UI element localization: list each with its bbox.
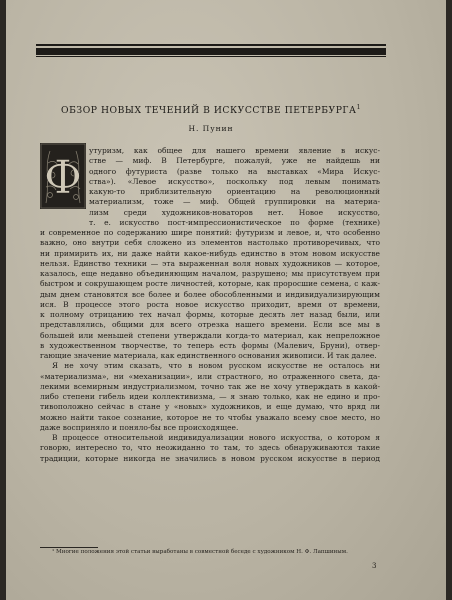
article-body [40,146,380,464]
book-page [6,0,446,600]
text-line: какую-то приблизительную ориентацию на революционный [89,187,380,196]
text-line: важно, оно внутри себя сложено из элементов настолько противоречивых, что [40,238,380,248]
text-line: говорю, интересно то, что неожиданно то там, то здесь обнаруживаются такие [40,443,380,453]
text-line: традиции, которые никогда не значились в новом русском искусстве в период [40,453,380,463]
text-line: одного футуриста (разве только на выставках «Мира Искус- [89,166,380,176]
footnote-rule [40,547,98,548]
text-line: Я не хочу этим сказать, что в новом русском искусстве не осталось ни [52,361,380,371]
text-line: представлялись, общими для всего отрезка нашего времени. Если все мы в [40,320,380,330]
text-line: даже восприняло и поняло-бы все происходящее. [40,422,239,432]
text-line: ися. В процессе этого роста новое искусство приходит, время от времени, [40,299,380,309]
initial-letter: Ф [43,150,83,204]
article-title: ОБЗОР НОВЫХ ТЕЧЕНИЙ В ИСКУССТВЕ ПЕТЕРБУРГА$^1$ [61,104,361,117]
text-line: утуризм, как общее для нашего времени явление в искус- [89,146,380,155]
text-line: ства»). «Левое искусство», поскольку под левым понимать [89,176,380,186]
text-line: В процессе относительной индивидуализации нового искусства, о котором я [52,433,380,442]
text-line: казалось, еще недавно объединяющим началом, разрушено; мы присутствуем при [40,269,380,278]
text-line: «материализма», ни «механизации», или страстного, но отраженного света, да- [40,371,380,381]
footnote: ¹ Многие положения этой статьи выработаны в совместной беседе с художником Н. Ф. Лапшиным. [52,549,348,555]
text-line: можно найти такое сознание, которое не то чтобы уважало всему свое место, но [40,412,380,422]
text-line: гающие значение материала, как единственного основания живописи. И так далее. [40,351,377,360]
article-author: Н. Пунин [188,124,234,133]
text-line: либо степени гибель идеи коллективизма, — я знаю только, как не едино и про- [40,392,380,401]
text-line: стве — миф. В Петербурге, пожалуй, уже не найдешь ни [89,156,380,166]
page-number: 3 [372,562,377,570]
text-line: в художественном творчестве, то теперь есть формы (Малевич, Бруни), отвер- [40,340,380,350]
text-line: нельзя. Единство техники — эта выраженная воля новых художников — которое, [40,258,380,268]
header-rule [36,44,386,57]
text-line: материализм, тоже — миф. Общей группировки на материа- [89,197,380,207]
text-line: и современное по содержанию шире понятий: футуризм и левое, и, что особенно [40,228,380,237]
text-line: ни примирить их, ни даже найти какое-нибудь единство в этом новом искусстве [40,248,380,258]
text-line: быстром и сокрушающем росте личностей, которые, как проросшие семена, с каж- [40,279,380,289]
text-line: тивоположно сейчас в стане у «новых» художников, и еще думаю, что вряд ли [40,402,380,412]
text-line: т. е. искусство пост-импрессионистическое по форме (технике) [89,217,380,227]
text-line: лизм среди художников-новаторов нет. Новое искусство, [89,207,380,217]
text-line: к полному отрицанию тех начал формы, которые десять лет назад были, или [40,310,380,319]
text-line: большей или меньшей степени утверждали когда-то материал, как непреложное [40,330,380,340]
text-line: лекими всемирным индустриализмом, точно так же не хочу утверждать в какой- [40,381,380,391]
text-line: дым днем становятся все более и более обособленными и индивидуализирующим [40,289,380,299]
